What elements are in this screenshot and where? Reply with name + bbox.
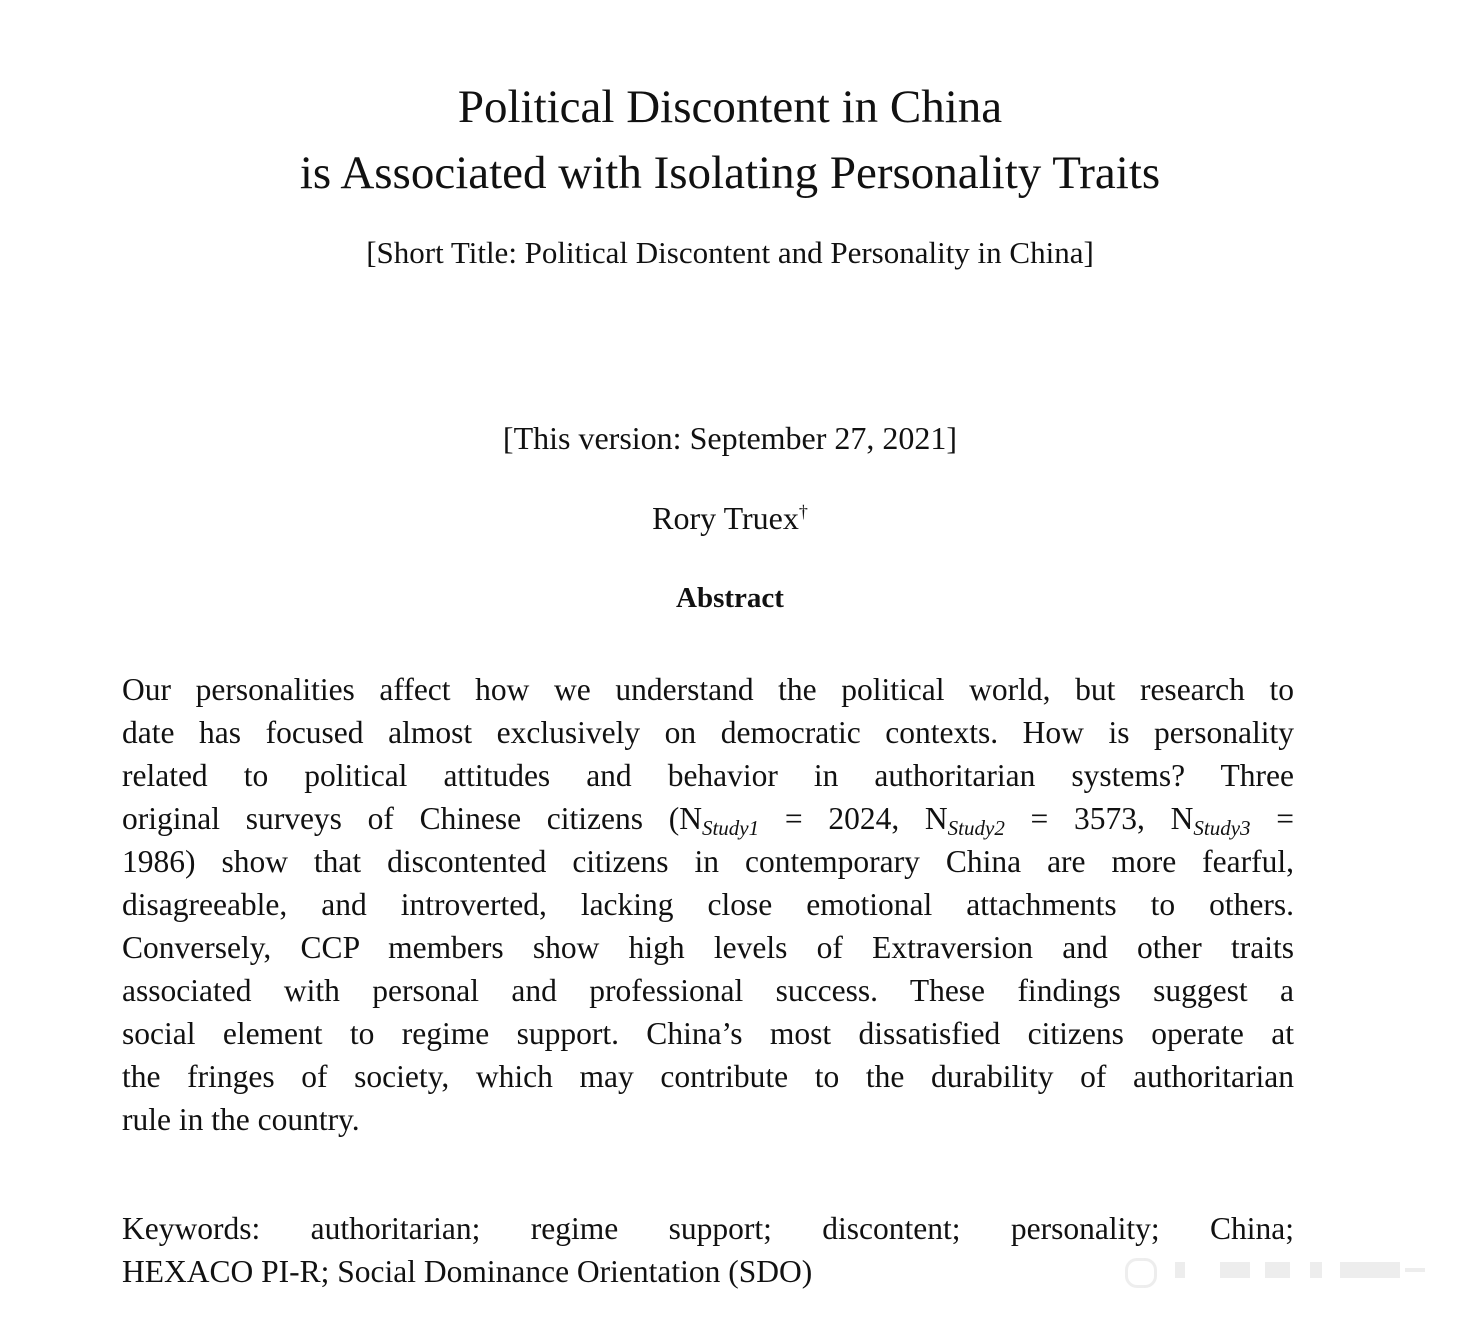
author — [0, 500, 1460, 537]
text-segment: related to political attitudes and behavior in authoritarian systems? Three — [122, 758, 1294, 793]
abstract-line — [122, 969, 1294, 1012]
subscript: Study2 — [947, 816, 1005, 840]
text-segment: = 2024, N — [759, 801, 948, 836]
text-segment: social element to regime support. China’s most dissatisfied citizens operate at — [122, 1016, 1294, 1051]
text-segment: 1986) show that discontented citizens in contemporary China are more fearful, — [122, 844, 1294, 879]
abstract-line — [122, 711, 1294, 754]
author-footnote-mark: † — [798, 501, 808, 522]
text-segment: associated with personal and professional success. These findings suggest a — [122, 973, 1294, 1008]
text-segment: = — [1250, 801, 1295, 836]
text-segment: disagreeable, and introverted, lacking close emotional attachments to others. — [122, 887, 1294, 922]
keywords-line: HEXACO PI-R; Social Dominance Orientation (SDO) — [122, 1254, 813, 1289]
abstract-line — [122, 668, 1294, 711]
abstract-line — [122, 926, 1294, 969]
text-segment: = 3573, N — [1004, 801, 1194, 836]
abstract-line — [122, 1098, 1294, 1141]
text-segment: the fringes of society, which may contribute to the durability of authoritarian — [122, 1059, 1294, 1094]
title-line-2: is Associated with Isolating Personality Traits — [299, 147, 1161, 199]
abstract-line — [122, 883, 1294, 926]
watermark-logo — [1125, 1258, 1425, 1282]
subscript: Study3 — [1193, 816, 1251, 840]
abstract-line — [122, 754, 1294, 797]
abstract-heading: Abstract — [676, 582, 784, 614]
abstract-line — [122, 797, 1294, 840]
version-date: [This version: September 27, 2021] — [502, 420, 958, 456]
text-segment: rule in the country. — [122, 1102, 360, 1137]
abstract-line — [122, 1012, 1294, 1055]
author-name: Rory Truex — [652, 500, 799, 536]
title-line-1: Political Discontent in China — [457, 81, 1003, 133]
abstract-body — [122, 668, 1294, 1141]
text-segment: Our personalities affect how we understand the political world, but research to — [122, 672, 1294, 707]
keywords — [122, 1207, 1294, 1293]
text-segment: original surveys of Chinese citizens (N — [122, 801, 702, 836]
text-segment: date has focused almost exclusively on democratic contexts. How is personality — [122, 715, 1294, 750]
subscript: Study1 — [701, 816, 760, 840]
abstract-line — [122, 840, 1294, 883]
keywords-line: Keywords: authoritarian; regime support; discontent; personality; China; — [122, 1211, 1294, 1246]
text-segment: Conversely, CCP members show high levels of Extraversion and other traits — [122, 930, 1294, 965]
abstract-line — [122, 1055, 1294, 1098]
short-title: [Short Title: Political Discontent and Personality in China] — [366, 235, 1094, 270]
